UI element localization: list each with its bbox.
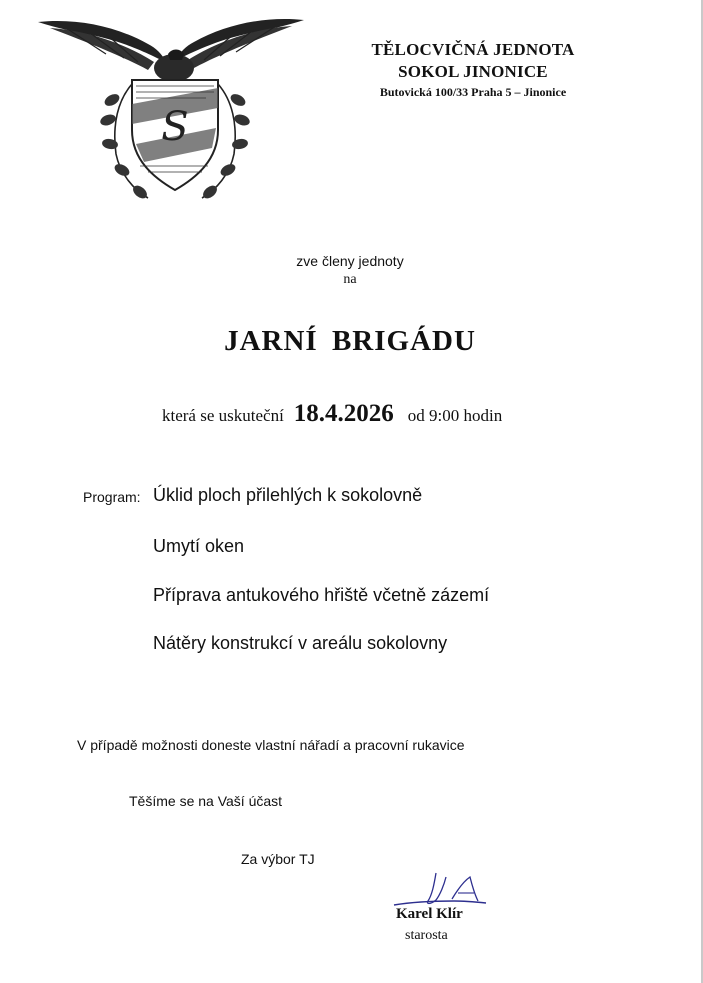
committee-line: Za výbor TJ [241, 851, 315, 867]
event-date: 18.4.2026 [293, 400, 394, 427]
when-prefix: která se uskuteční [162, 406, 284, 425]
sokol-falcon-emblem-icon [36, 14, 306, 210]
program-item: Umytí oken [153, 536, 245, 556]
organization-name-line1: TĚLOCVIČNÁ JEDNOTA [371, 40, 575, 59]
organization-address: Butovická 100/33 Praha 5 – Jinonice [379, 85, 567, 99]
invitation-na: na [343, 272, 357, 287]
svg-text:S: S [161, 104, 189, 150]
program-label: Program: [83, 489, 141, 505]
program-item: Příprava antukového hřiště včetně zázemí [153, 585, 490, 605]
program-item: Úklid ploch přilehlých k sokolovně [153, 485, 423, 505]
signatory-role: starosta [405, 928, 448, 943]
event-time: od 9:00 hodin [407, 406, 503, 425]
event-when [162, 400, 502, 428]
program-item: Nátěry konstrukcí v areálu sokolovny [153, 633, 448, 653]
closing-thanks: Těšíme se na Vaší účast [129, 793, 283, 809]
invitation-line: zve členy jednoty [296, 253, 404, 269]
event-title: JARNÍ BRIGÁDU [224, 325, 476, 357]
equipment-note: V případě možnosti doneste vlastní nářadí a pracovní rukavice [77, 737, 465, 753]
signatory-name: Karel Klír [396, 906, 463, 922]
organization-name-line2: SOKOL JINONICE [398, 62, 548, 81]
